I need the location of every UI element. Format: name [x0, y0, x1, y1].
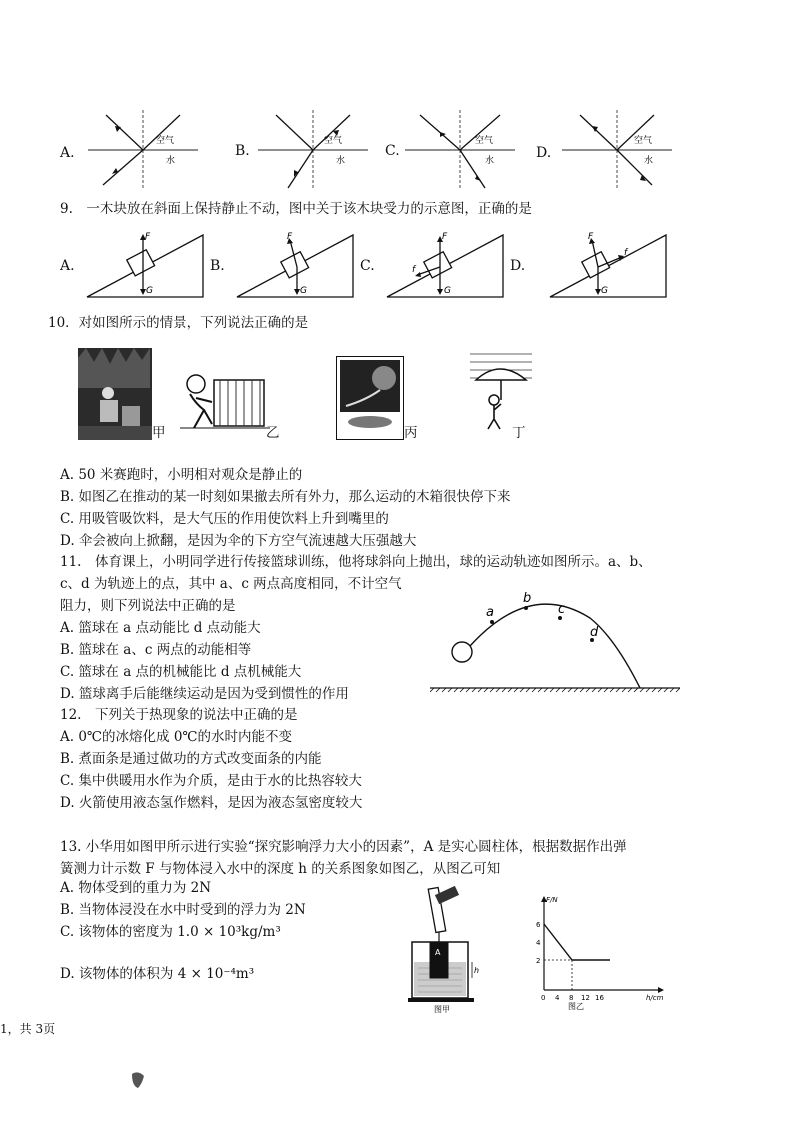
q12-option-c: C. 集中供暖用水作为介质，是由于水的比热容较大 — [60, 773, 362, 789]
q9-d-force-f: F — [588, 232, 594, 242]
q13-option-d: D. 该物体的体积为 4 × 10⁻⁴m³ — [60, 966, 255, 982]
q11-option-a: A. 篮球在 a 点动能比 d 点动能大 — [60, 620, 261, 636]
q13-option-b: B. 当物体浸没在水中时受到的浮力为 2N — [60, 902, 306, 918]
q8-d-water-label: 水 — [644, 156, 654, 166]
q9-diagram-b — [235, 225, 355, 300]
q8-a-air-label: 空气 — [156, 136, 175, 146]
q11-point-c: c — [558, 602, 566, 617]
page-footer: 1，共 3页 — [0, 1022, 56, 1036]
q9-d-force-g: G — [601, 286, 608, 296]
q12-option-a: A. 0℃的冰熔化成 0℃的水时内能不变 — [60, 729, 293, 745]
q10-picture-ding-umbrella — [470, 348, 532, 432]
q11-point-b: b — [523, 591, 532, 606]
q13-fig-jia-label: 图甲 — [434, 1005, 450, 1014]
q10-option-d: D. 伞会被向上掀翻，是因为伞的下方空气流速越大压强越大 — [60, 533, 417, 549]
q13-graph-xtick-4: 4 — [555, 994, 560, 1002]
q8-c-air-label: 空气 — [475, 136, 494, 146]
q13-figure-yi-graph — [530, 890, 670, 1010]
q11-trajectory-figure — [430, 588, 680, 700]
q11-option-d: D. 篮球离手后能继续运动是因为受到惯性的作用 — [60, 686, 349, 702]
q8-c-water-label: 水 — [485, 156, 495, 166]
q11-point-d: d — [590, 625, 599, 640]
q13-option-c: C. 该物体的密度为 1.0 × 10³kg/m³ — [60, 924, 281, 940]
q10-option-a: A. 50 米赛跑时，小明相对观众是静止的 — [60, 467, 303, 483]
q13-graph-xtick-16: 16 — [595, 994, 604, 1002]
q13-graph-ylabel: F/N — [546, 896, 558, 904]
q8-option-b-letter: B. — [235, 143, 250, 159]
q10-picture-bing-straw — [336, 356, 404, 440]
q13-graph-ytick-4: 4 — [536, 939, 541, 947]
q9-b-force-f: F — [287, 232, 293, 242]
q9-option-d-letter: D. — [510, 258, 526, 274]
q8-diagram-a — [88, 110, 198, 190]
q9-option-a-letter: A. — [60, 258, 75, 274]
q11-point-a: a — [486, 605, 494, 620]
q11-option-b: B. 篮球在 a、c 两点的动能相等 — [60, 642, 252, 658]
q10-picture-yi-pushing-box — [180, 372, 270, 430]
q11-stem-line1: 11. 体育课上，小明同学进行传接篮球训练，他将球斜向上抛出，球的运动轨迹如图所示。a、b、 — [60, 554, 652, 570]
q10-label-yi: 乙 — [266, 425, 280, 441]
q8-diagram-c — [405, 110, 515, 190]
q13-graph-xtick-0: 0 — [541, 994, 546, 1002]
q13-graph-ytick-6: 6 — [536, 921, 541, 929]
q13-depth-label: h — [474, 966, 480, 975]
q13-stem-line1: 13. 小华用如图甲所示进行实验“探究影响浮力大小的因素”，A 是实心圆柱体，根据数据作出弹 — [60, 839, 627, 855]
q8-b-water-label: 水 — [336, 156, 346, 166]
q8-option-c-letter: C. — [385, 143, 400, 159]
q9-a-force-f: F — [145, 232, 151, 242]
q9-c-force-small-f: f — [412, 265, 416, 275]
q13-stem-line2: 簧测力计示数 F 与物体浸入水中的深度 h 的关系图象如图乙，从图乙可知 — [60, 861, 501, 877]
scan-mark-icon — [130, 1070, 146, 1090]
q12-stem: 12. 下列关于热现象的说法中正确的是 — [60, 707, 298, 723]
q13-graph-xlabel: h/cm — [646, 994, 664, 1002]
q9-diagram-d — [548, 225, 668, 300]
q10-picture-jia-running — [78, 348, 152, 440]
q13-graph-ytick-2: 2 — [536, 957, 541, 965]
q13-graph-xtick-8: 8 — [569, 994, 574, 1002]
q11-stem-line3: 阻力，则下列说法中正确的是 — [60, 598, 236, 614]
q9-option-c-letter: C. — [360, 258, 375, 274]
q8-d-air-label: 空气 — [634, 136, 653, 146]
q9-diagram-a — [85, 225, 205, 300]
q9-stem: 9. 一木块放在斜面上保持静止不动，图中关于该木块受力的示意图，正确的是 — [60, 201, 532, 217]
q9-option-b-letter: B. — [210, 258, 225, 274]
q13-graph-line — [544, 924, 610, 960]
q8-option-d-letter: D. — [536, 145, 552, 161]
q8-a-water-label: 水 — [166, 156, 176, 166]
q13-graph-xtick-12: 12 — [581, 994, 590, 1002]
q10-label-ding: 丁 — [512, 425, 526, 441]
q8-diagram-d — [562, 110, 672, 190]
q11-option-c: C. 篮球在 a 点的机械能比 d 点机械能大 — [60, 664, 302, 680]
q13-figure-jia-apparatus — [408, 884, 488, 1014]
q8-b-air-label: 空气 — [324, 136, 343, 146]
q9-d-force-small-f: f — [624, 248, 628, 258]
q8-diagram-b — [258, 110, 368, 190]
q12-option-b: B. 煮面条是通过做功的方式改变面条的内能 — [60, 751, 322, 767]
q8-option-a-letter: A. — [60, 145, 75, 161]
q13-object-a-label: A — [435, 948, 441, 957]
q13-fig-yi-label: 图乙 — [568, 1002, 584, 1010]
q9-diagram-c — [385, 225, 505, 300]
q9-a-force-g: G — [146, 286, 153, 296]
q9-c-force-g: G — [444, 286, 451, 296]
q10-label-bing: 丙 — [404, 425, 418, 441]
q10-stem: 10．对如图所示的情景，下列说法正确的是 — [48, 315, 309, 331]
q12-option-d: D. 火箭使用液态氢作燃料，是因为液态氢密度较大 — [60, 795, 363, 811]
q11-stem-line2: c、d 为轨迹上的点，其中 a、c 两点高度相同，不计空气 — [60, 576, 402, 592]
q10-option-b: B. 如图乙在推动的某一时刻如果撤去所有外力，那么运动的木箱很快停下来 — [60, 489, 511, 505]
basketball — [452, 642, 472, 662]
q9-b-force-g: G — [300, 286, 307, 296]
q10-label-jia: 甲 — [152, 425, 166, 441]
q9-c-force-f: F — [442, 232, 448, 242]
q10-option-c: C. 用吸管吸饮料，是大气压的作用使饮料上升到嘴里的 — [60, 511, 389, 527]
q13-option-a: A. 物体受到的重力为 2N — [60, 880, 212, 896]
